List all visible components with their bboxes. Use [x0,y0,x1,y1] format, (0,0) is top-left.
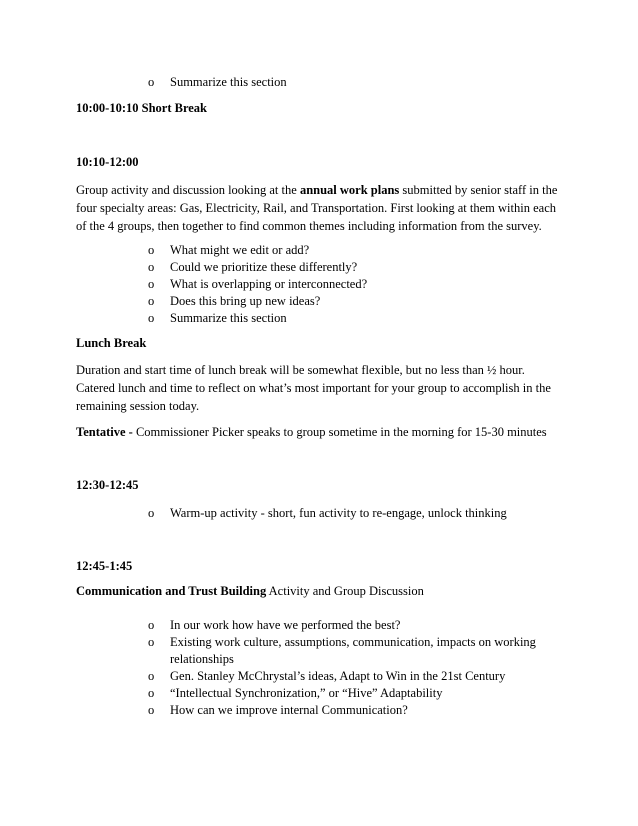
bullet-marker: o [148,635,155,649]
list-item-text: What might we edit or add? [170,243,310,257]
list-item-text: Summarize this section [170,75,287,89]
list-item-text: How can we improve internal Communication? [170,703,408,717]
list-item-text: Existing work culture, assumptions, communication, impacts on working relationships [170,635,536,666]
bullet-marker: o [148,618,155,632]
bullet-marker: o [148,506,155,520]
bullet-marker: o [148,277,155,291]
lunch-break-heading: Lunch Break [76,336,147,350]
group-activity-paragraph [76,181,566,235]
paragraph-text: Group activity and discussion looking at the [76,183,300,197]
session-time-heading: 12:45-1:45 [76,559,133,573]
communication-heading: Communication and Trust Building [76,584,267,598]
tentative-line [76,425,547,440]
lunch-paragraph: Duration and start time of lunch break will be somewhat flexible, but no less than ½ hour. Catered lunch and time to reflect on what’s most important for your group to accomplish in the remaining session today. [76,363,551,413]
bullet-marker: o [148,311,155,325]
session-time-heading: 10:10-12:00 [76,155,139,169]
bullet-marker: o [148,294,155,308]
tentative-label: Tentative - [76,425,133,439]
list-item-text: Summarize this section [170,311,287,325]
bullet-marker: o [148,703,155,717]
paragraph-text: submitted by senior staff in the four specialty areas: Gas, Electricity, Rail, and Transportation. First looking at them within each of the 4 groups, then together to find common themes including information from the survey. [76,183,558,233]
bullet-marker: o [148,243,155,257]
bullet-marker: o [148,75,155,89]
list-item-text: Warm-up activity - short, fun activity to re-engage, unlock thinking [170,506,507,520]
list-item-text: In our work how have we performed the best? [170,618,401,632]
bullet-marker: o [148,669,155,683]
communication-heading-rest: Activity and Group Discussion [266,584,424,598]
list-item-text: Gen. Stanley McChrystal’s ideas, Adapt to Win in the 21st Century [170,669,506,683]
tentative-text: Commissioner Picker speaks to group sometime in the morning for 15-30 minutes [132,425,547,439]
communication-heading-line [76,584,424,599]
annual-work-plans-text: annual work plans [299,183,400,197]
list-item-text: Could we prioritize these differently? [170,260,358,274]
list-item-text: What is overlapping or interconnected? [170,277,368,291]
session-time-heading: 12:30-12:45 [76,478,139,492]
list-item-text: “Intellectual Synchronization,” or “Hive” Adaptability [170,686,443,700]
short-break-heading: 10:00-10:10 Short Break [76,101,208,115]
bullet-marker: o [148,260,155,274]
list-item-text: Does this bring up new ideas? [170,294,321,308]
bullet-marker: o [148,686,155,700]
